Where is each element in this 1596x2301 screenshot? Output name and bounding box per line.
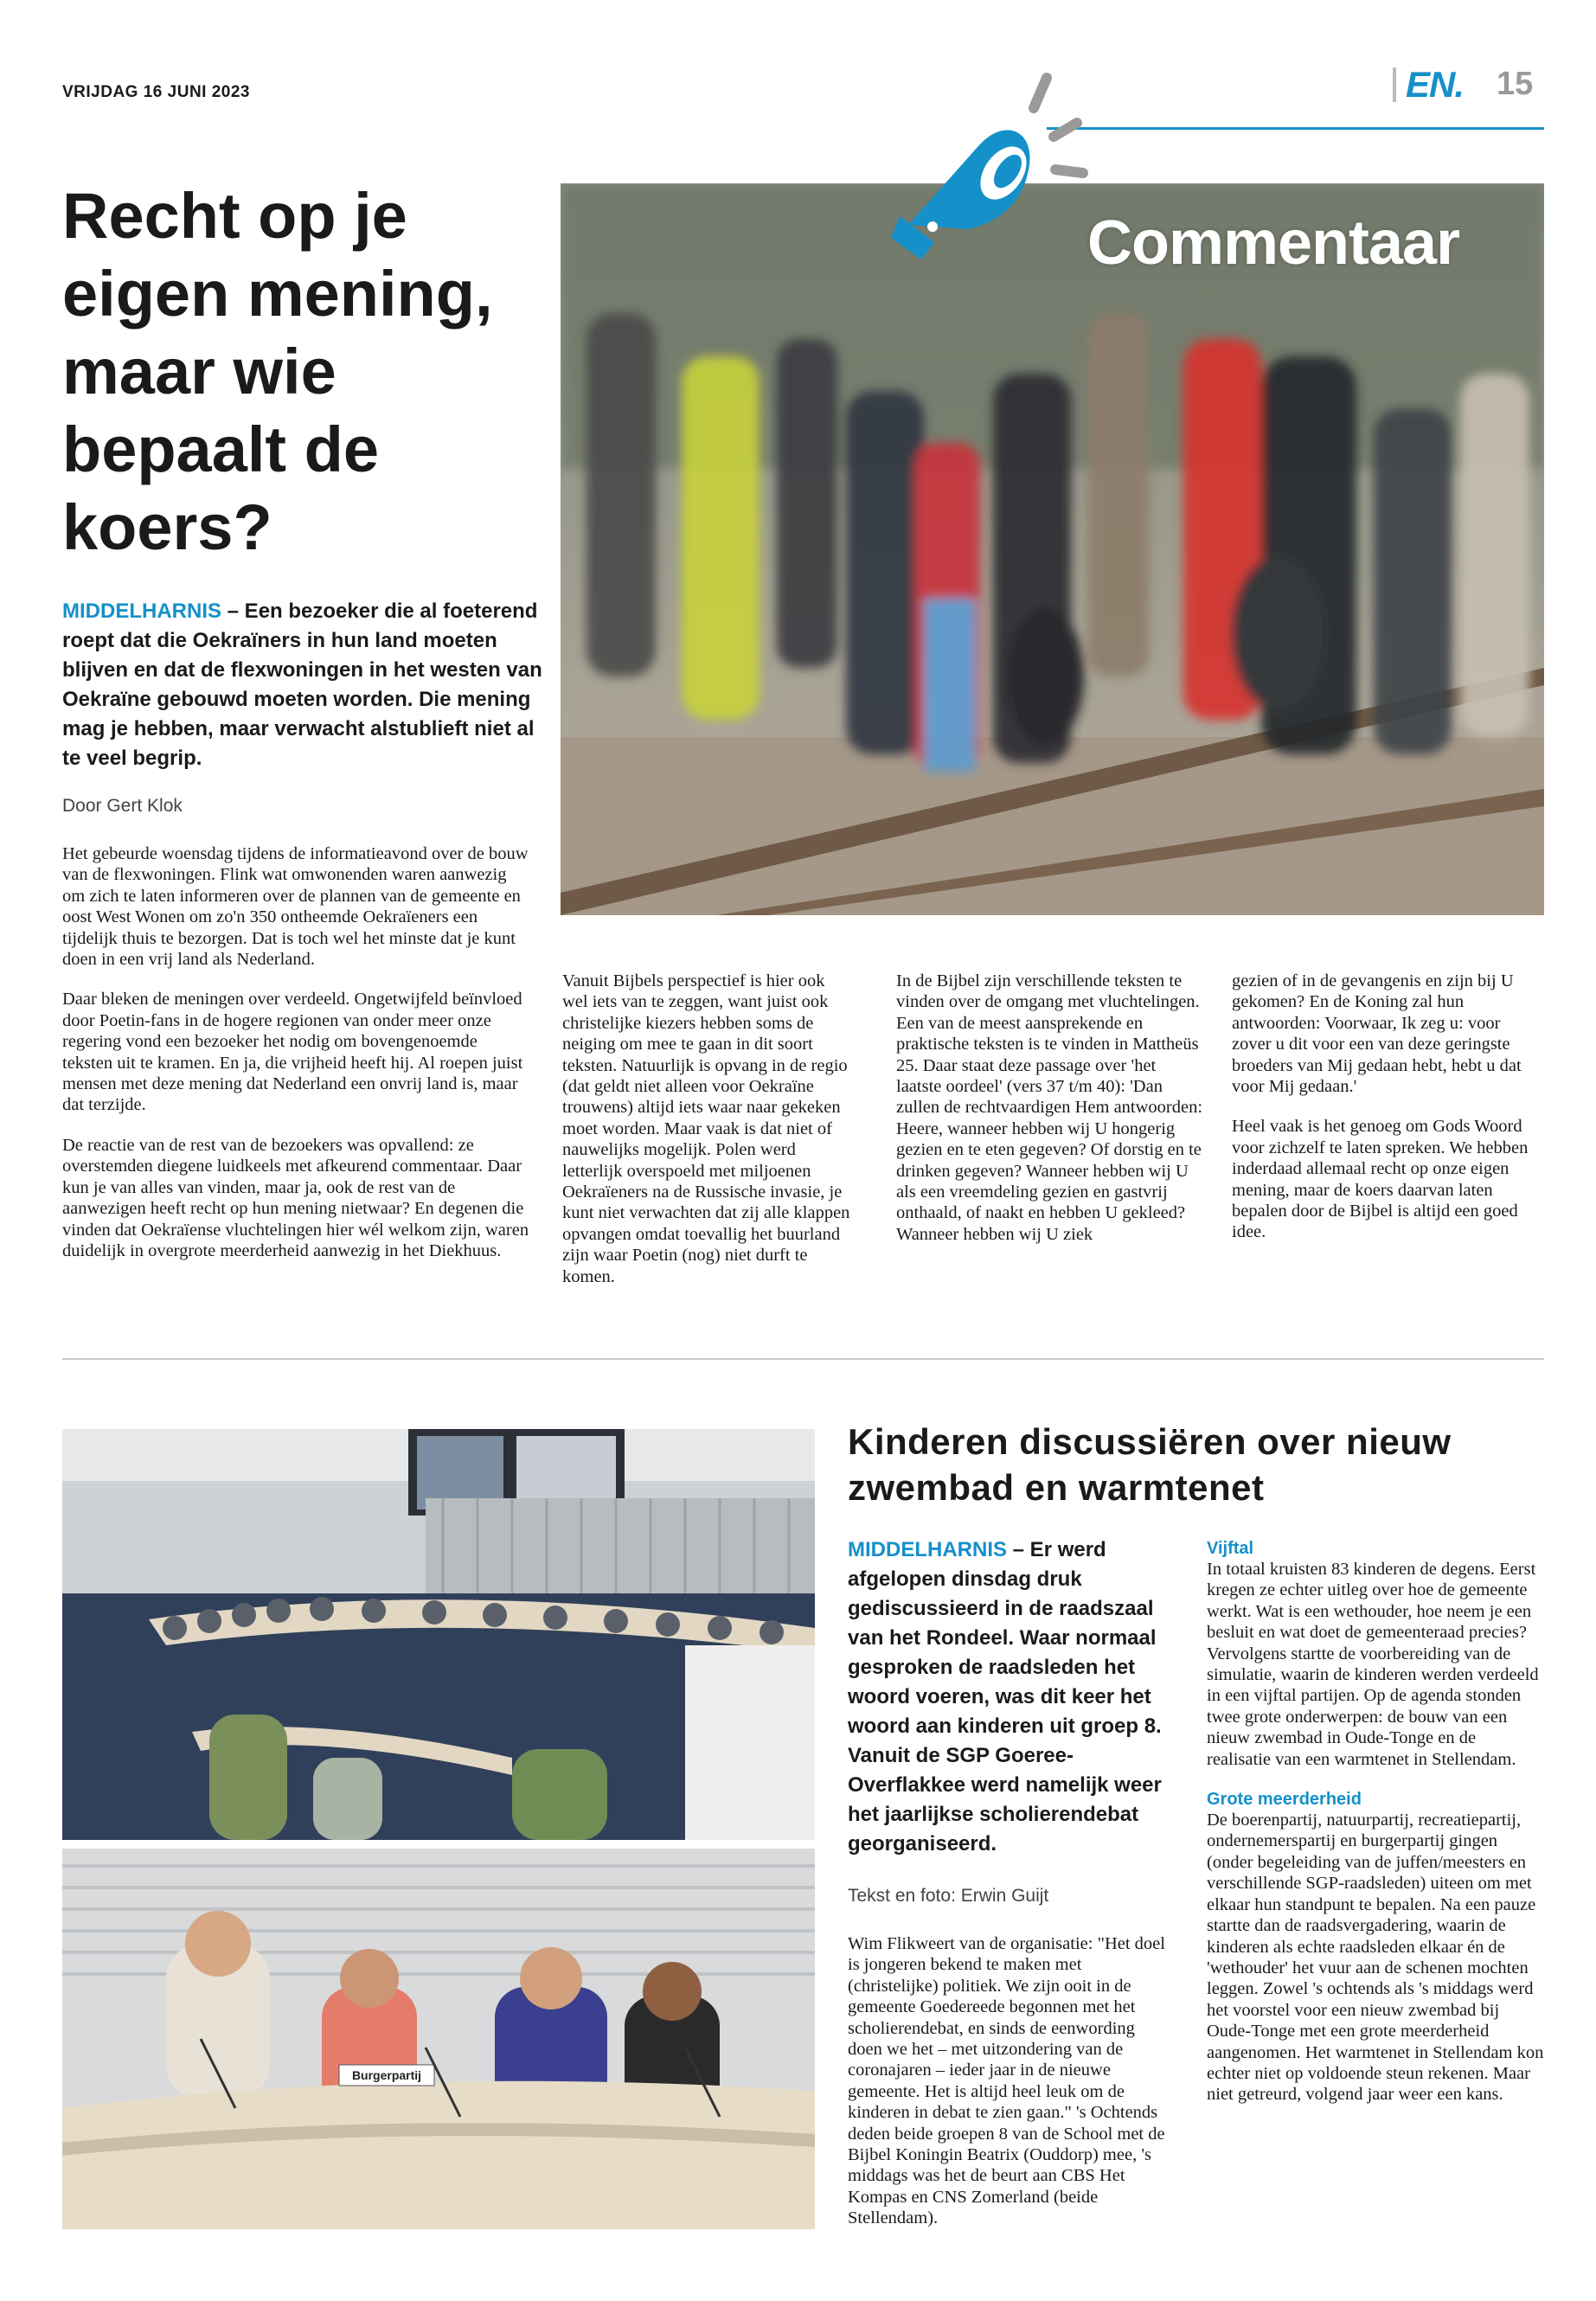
- issue-date: VRIJDAG 16 JUNI 2023: [62, 83, 250, 101]
- page-number: 15: [1497, 66, 1534, 102]
- children-debate-photo: [62, 1849, 815, 2229]
- article-byline: Door Gert Klok: [62, 796, 183, 816]
- article2-column-1: [848, 1933, 1168, 2229]
- paragraph: Vanuit Bijbels perspectief is hier ook wel iets van te zeggen, want juist ook christelijke kiezers hebben soms de neiging om mee te gaan in dit soort teksten. Natuurlijk is opvang in de regio (dat geldt niet alleen voor Oekraïne trouwens) altijd iets waar naar gekeken moet worden. Maar vaak is dat niet of nauwelijks mogelijk. Polen werd letterlijk overspoeld met miljoenen Oekraïeners na de Russische invasie, je kunt niet verwachten dat zij alle klappen opvangen omdat toevallig het buurland zijn waar Poetin (nog) niet durft te komen.: [562, 971, 850, 1286]
- paragraph: Wim Flikweert van de organisatie: "Het doel is jongeren bekend te maken met (christelijke) politiek. We zijn ooit in de gemeente Goedereede begonnen met het scholierendebat, en sinds de eenwording doen we het – met uitzondering van de coronajaren – ieder jaar in de nieuwe gemeente. Het is altijd heel leuk om de kinderen in debat te zien gaan." 's Ochtends deden beide groepen 8 van de School met de Bijbel Koningin Beatrix (Ouddorp) mee, 's middags was het de beurt aan CBS Het Kompas en CNS Zomerland (beide Stellendam).: [848, 1934, 1165, 2228]
- paragraph: De boerenpartij, natuurpartij, recreatiepartij, ondernemerspartij en burgerpartij gingen (onder begeleiding van de juffen/meesters en verschillende SGP-raadsleden) uiteen om met elkaar hun standpunt te bepalen. Na een pauze startte dan de raadsvergadering, waarin de kinderen als echte raadsleden elkaar én de 'wethouder' het vuur aan de schenen mochten leggen. Zowel 's ochtends als 's middags werd het voorstel voor een nieuw zwembad bij Oude-Tonge met een grote meerderheid aangenomen. Het warmtenet in Stellendam kon echter niet op voldoende steun rekenen. Maar niet getreurd, volgend jaar weer een kans.: [1207, 1811, 1544, 2105]
- party-name-card: Burgerpartij: [351, 2068, 422, 2082]
- brand-logo: EN.: [1406, 64, 1465, 105]
- council-chamber-photo: [62, 1429, 815, 1840]
- article-column-4: [1232, 971, 1543, 1262]
- brand-divider: [1393, 67, 1396, 102]
- lead-text: – Een bezoeker die al foeterend roept dat die Oekraïners in hun land moeten blijven en dat de flexwoningen in het westen van Oekraïne gebouwd moeten worden. Die mening mag je hebben, maar verwacht alstublieft niet al te veel begrip.: [62, 599, 542, 770]
- section-label: Commentaar: [1087, 208, 1460, 278]
- article-divider: [62, 1358, 1544, 1360]
- subheading: Grote meerderheid: [1207, 1790, 1362, 1810]
- paragraph: Daar bleken de meningen over verdeeld. Ongetwijfeld beïnvloed door Poetin-fans in de hogere regionen van onder meer onze regering vond een bezoeker het nodig om bovengenoemde teksten uit te kramen. En ja, die vrijheid heeft hij. Al roepen juist mensen met deze mening dat Nederland een onvrij land is, maar dat terzijde.: [62, 990, 523, 1115]
- article-column-3: [896, 971, 1203, 1264]
- paragraph: In totaal kruisten 83 kinderen de degens. Eerst kregen ze echter uitleg over hoe de gemeente werkt. Wat is een wethouder, hoe neem je een besluit en wat doet de gemeenteraad precies? Vervolgens startte de voorbereiding van de simulatie, waarin de kinderen werden verdeeld in een vijftal partijen. Op de agenda stonden twee grote onderwerpen: de bouw van een nieuw zwembad in Oude-Tonge en de realisatie van een warmtenet in Stellendam.: [1207, 1560, 1539, 1769]
- article-column-2: [562, 971, 852, 1306]
- paragraph: De reactie van de rest van de bezoekers was opvallend: ze overstemden diegene luidkeels met afkeurend commentaar. Daar kun je van alles van vinden, maar ja, ook de rest van de aanwezigen heeft recht op hun mening nietwaar? En degenen die vinden dat Oekraïense vluchtelingen hier wél welkom zijn, waren duidelijk in overgrote meerderheid aanwezig in het Diekhuus.: [62, 1135, 529, 1260]
- paragraph: gezien of in de gevangenis en zijn bij U gekomen? En de Koning zal hun antwoorden: Voorwaar, Ik zeg u: voor zover u dit voor een van deze geringste broeders van Mij gedaan hebt, hebt u dat voor Mij gedaan.': [1232, 971, 1522, 1097]
- lead-location: MIDDELHARNIS: [848, 1538, 1007, 1561]
- lead-location: MIDDELHARNIS: [62, 599, 221, 623]
- paragraph: Het gebeurde woensdag tijdens de informatieavond over de bouw van de flexwoningen. Flink wat omwonenden waren aanwezig om zich te laten informeren over de plannen van de gemeente en oost West Wonen om zo'n 350 ontheemde Oekraïeners een tijdelijk thuis te bezorgen. Dat is toch wel het minste dat je kunt doen in een vrij land als Nederland.: [62, 844, 529, 970]
- article-column-1: [62, 843, 529, 1280]
- paragraph: Heel vaak is het genoeg om Gods Woord voor zichzelf te laten spreken. We hebben inderdaad allemaal recht op onze eigen mening, maar de koers daarvan laten bepalen door de Bijbel is altijd een goed idee.: [1232, 1117, 1529, 1242]
- article-headline-2: Kinderen discussiëren over nieuw zwembad en warmtenet: [848, 1421, 1452, 1508]
- article-lead: [62, 597, 547, 773]
- article-byline-2: Tekst en foto: Erwin Guijt: [848, 1886, 1049, 1906]
- article-headline: Recht op je eigen mening, maar wie bepaalt de koers?: [62, 180, 493, 563]
- lead-text: – Er werd afgelopen dinsdag druk gediscussieerd in de raadszaal van het Rondeel. Waar normaal gesproken de raadsleden het woord voeren, was dit keer het woord aan kinderen uit groep 8. Vanuit de SGP Goeree-Overflakkee werd namelijk weer het jaarlijkse scholierendebat georganiseerd.: [848, 1538, 1162, 1856]
- article2-column-2: [1207, 1538, 1544, 2125]
- refugees-photo: [561, 183, 1544, 915]
- subheading: Vijftal: [1207, 1539, 1254, 1558]
- article-lead-2: [848, 1535, 1176, 1859]
- megaphone-icon: [882, 69, 1090, 268]
- header-rule: [1047, 127, 1544, 130]
- paragraph: In de Bijbel zijn verschillende teksten te vinden over de omgang met vluchtelingen. Een van de meest aansprekende en praktische teksten is te vinden in Mattheüs 25. Daar staat deze passage over 'het laatste oordeel' (vers 37 t/m 40): 'Dan zullen de rechtvaardigen Hem antwoorden: Heere, wanneer hebben wij U hongerig gezien en te eten gegeven? Of dorstig en te drinken gegeven? Wanneer hebben wij U als een vreemdeling gezien en gastvrij onthaald, of naakt en hebben U gekleed? Wanneer hebben wij U ziek: [896, 971, 1203, 1244]
